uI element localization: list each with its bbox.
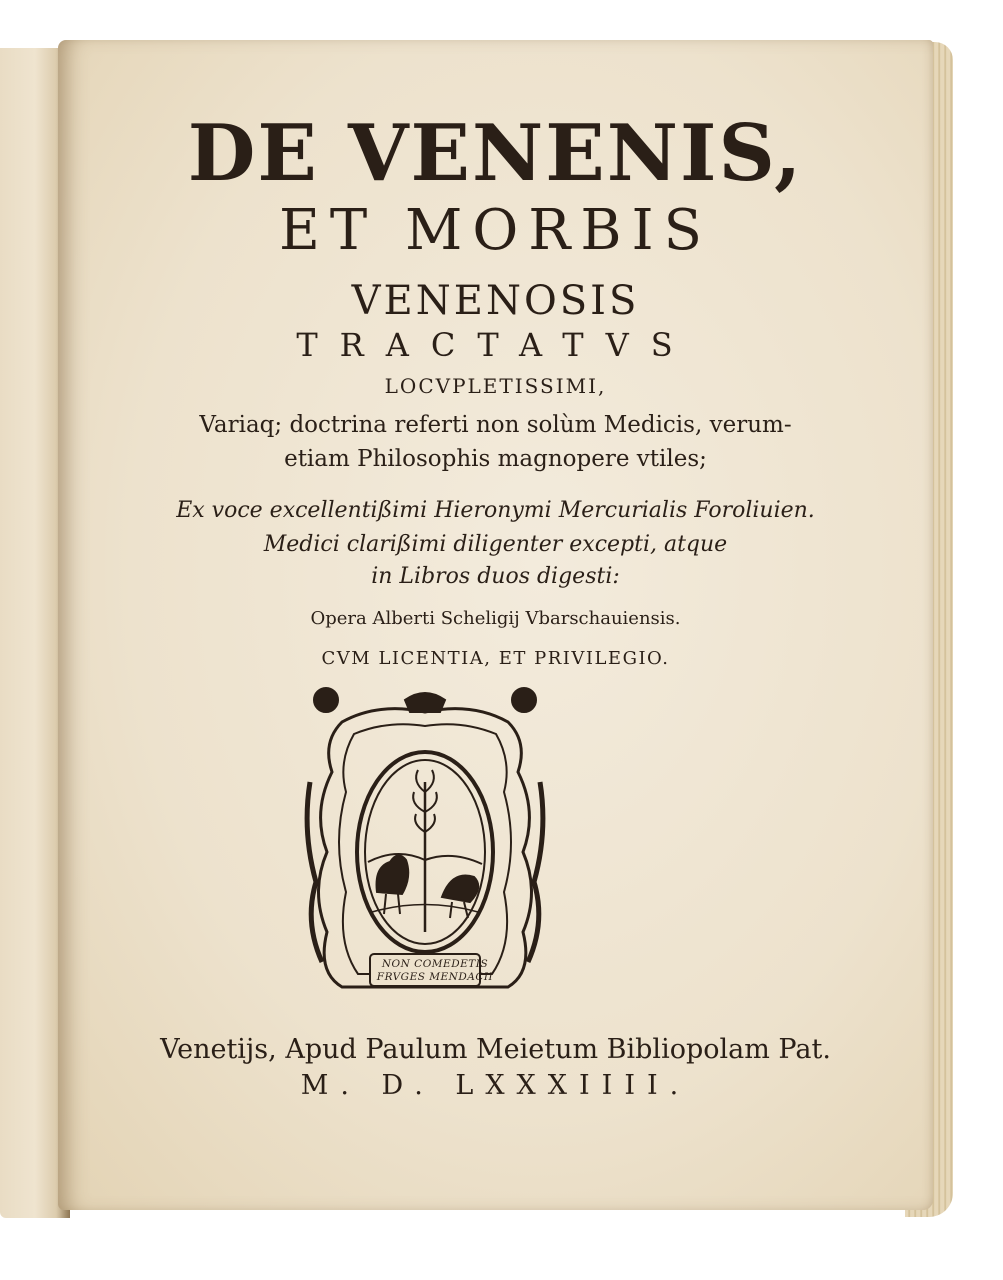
device-motto-line-1: NON COMEDETIS — [381, 958, 489, 970]
author-line-1: Ex voce excellentißimi Hieronymi Mercurialis Foroliuien. — [176, 498, 815, 523]
subtitle-line-2: etiam Philosophis magnopere vtiles; — [284, 446, 707, 472]
subtitle-line-1: Variaq; doctrina referti non solùm Medicis, verum- — [199, 412, 792, 438]
title-line-3: VENENOSIS — [351, 278, 640, 324]
editor-line: Opera Alberti Scheligij Vbarschauiensis. — [310, 608, 681, 629]
author-line-3: in Libros duos digesti: — [371, 564, 620, 589]
device-motto — [370, 958, 500, 984]
device-motto-line-2: FRVGES MENDACII — [376, 971, 494, 983]
author-line-2: Medici clarißimi diligenter excepti, atque — [263, 532, 728, 557]
title-line-4: TRACTATVS — [296, 326, 695, 364]
year-line: M. D. LXXXIIII. — [300, 1070, 691, 1101]
title-line-1: DE VENENIS, — [187, 108, 804, 199]
title-line-5: LOCVPLETISSIMI, — [384, 374, 607, 398]
title-line-2: ET MORBIS — [278, 198, 713, 263]
imprint-line: Venetijs, Apud Paulum Meietum Bibliopolam Pat. — [160, 1034, 831, 1065]
privilege-line: CVM LICENTIA, ET PRIVILEGIO. — [321, 648, 670, 669]
